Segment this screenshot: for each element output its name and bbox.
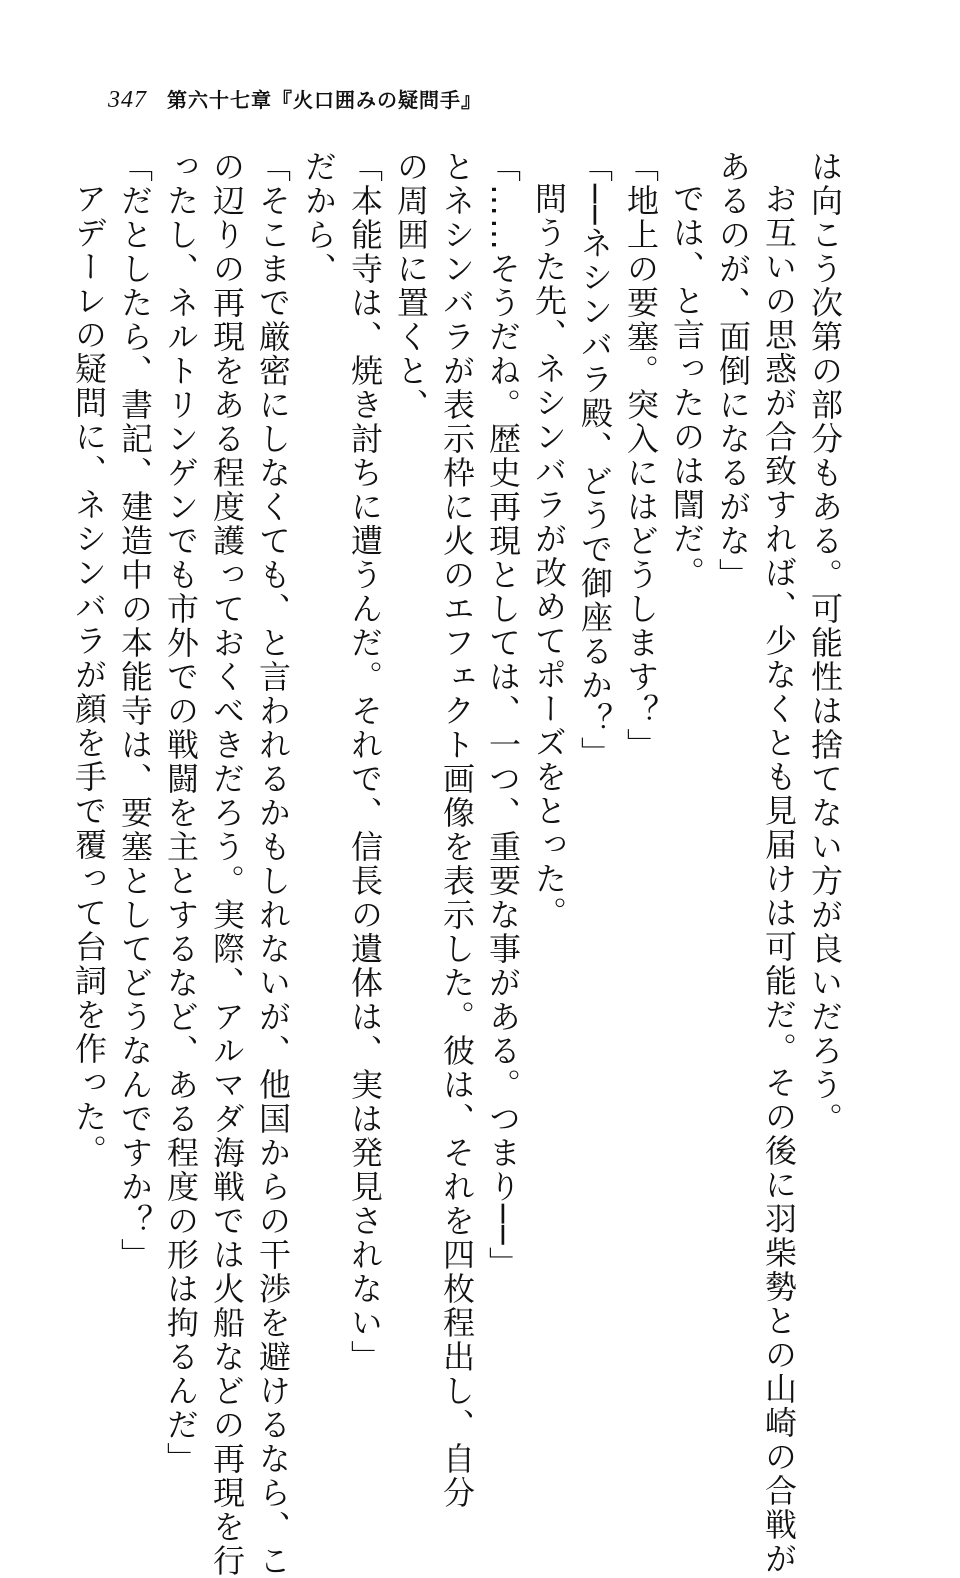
page-number: 347 xyxy=(108,87,147,113)
body-text xyxy=(70,150,848,1578)
text-line-11: 「本能寺は、焼き討ちに遭うんだ。それで、信長の遺体は、実は発見されない」 xyxy=(346,150,384,1374)
text-line-6: 「──ネシンバラ殿、どうで御座るか？」 xyxy=(576,150,614,771)
text-line-1: は向こう次第の部分もある。可能性は捨てない方が良いだろう。 xyxy=(806,150,844,1136)
text-line-4: では、と言ったのは誾だ。 xyxy=(668,182,706,590)
text-line-17: アデーレの疑問に、ネシンバラが顔を手で覆って台詞を作った。 xyxy=(70,182,108,1168)
text-line-12: だから、 xyxy=(300,150,338,286)
text-line-14: の辺りの再現をある程度護っておくべきだろう。実際、アルマダ海戦では火船などの再現を行 xyxy=(208,150,246,1578)
text-line-5: 「地上の要塞。突入にはどうします？」 xyxy=(622,150,660,762)
chapter-title: 第六十七章『火口囲みの疑問手』 xyxy=(167,88,482,112)
text-line-10: の周囲に置くと、 xyxy=(392,150,430,422)
text-line-9: とネシンバラが表示枠に火のエフェクト画像を表示した。彼は、それを四枚程出し、自分 xyxy=(438,150,476,1510)
text-line-3: あるのが、面倒になるがな」 xyxy=(714,150,752,592)
text-line-8: 「……そうだね。歴史再現としては、一つ、重要な事がある。つまり──」 xyxy=(484,150,522,1281)
text-line-2: お互いの思惑が合致すれば、少なくとも見届けは可能だ。その後に羽柴勢との山崎の合戦が xyxy=(760,182,798,1576)
text-line-16: 「だとしたら、書記、建造中の本能寺は、要塞としてどうなんですか？」 xyxy=(116,150,154,1272)
text-line-13: 「そこまで厳密にしなくても、と言われるかもしれないが、他国からの干渉を避けるなら、こ xyxy=(254,150,292,1578)
running-header xyxy=(108,84,482,124)
text-line-15: ったし、ネルトリンゲンでも市外での戦闘を主とするなど、ある程度の形は拘るんだ」 xyxy=(162,150,200,1476)
text-line-7: 問うた先、ネシンバラが改めてポーズをとった。 xyxy=(530,182,568,930)
